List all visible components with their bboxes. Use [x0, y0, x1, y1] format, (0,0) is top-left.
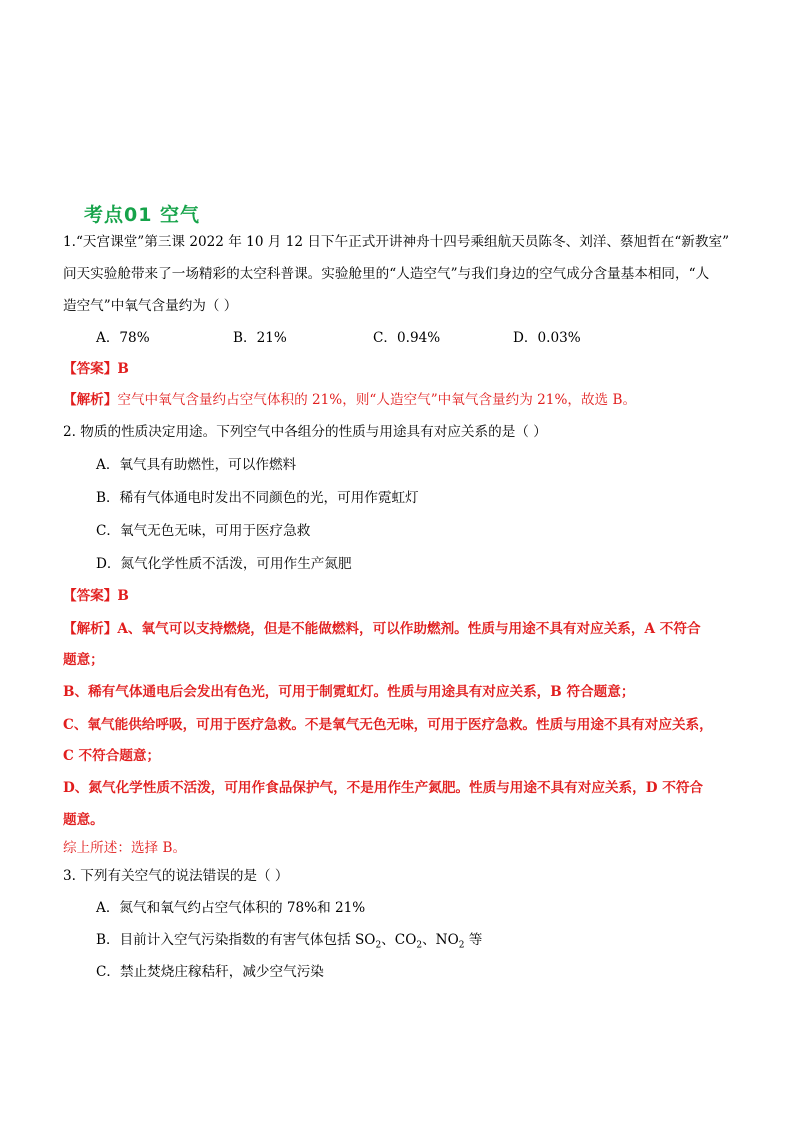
- q3-option-b-sub-1: 2: [375, 940, 382, 951]
- q1-analysis-text: 空气中氧气含量约占空气体积的 21%，则“人造空气”中氧气含量约为 21%，故选 B。: [117, 392, 637, 408]
- q1-option-b: B．21%: [233, 330, 287, 346]
- q2-answer-tag: 【答案】: [63, 588, 118, 604]
- q3-option-b-text-2: 、CO: [381, 932, 417, 948]
- q2-stem: 2. 物质的性质决定用途。下列空气中各组分的性质与用途具有对应关系的是（ ）: [63, 424, 547, 440]
- q2-analysis-line-7: 题意。: [63, 812, 104, 828]
- q2-summary: 综上所述：选择 B。: [63, 840, 187, 856]
- q2-analysis-text-1: A、氧气可以支持燃烧，但是不能做燃料，可以作助燃剂。性质与用途不具有对应关系，A 不符合: [117, 621, 701, 637]
- q2-analysis-line-2: 题意；: [63, 652, 104, 668]
- q2-answer: [63, 584, 129, 604]
- q3-option-b: [96, 928, 482, 951]
- q2-analysis-tag: 【解析】: [63, 621, 118, 637]
- section-title: 考点01 空气: [84, 204, 201, 226]
- q2-option-b: B．稀有气体通电时发出不同颜色的光，可用作霓虹灯: [96, 490, 419, 506]
- q3-option-b-text-1: B．目前计入空气污染指数的有害气体包括 SO: [96, 932, 376, 948]
- q1-option-d: D．0.03%: [513, 330, 581, 346]
- q2-analysis-line-1: [63, 617, 701, 637]
- q2-analysis-line-3: B、稀有气体通电后会发出有色光，可用于制霓虹灯。性质与用途具有对应关系，B 符合题意；: [63, 684, 635, 700]
- q3-option-a: A．氮气和氧气约占空气体积的 78%和 21%: [96, 900, 366, 916]
- q1-options: [96, 326, 581, 346]
- q1-answer-tag: 【答案】: [63, 361, 118, 377]
- q2-analysis-line-6: D、氮气化学性质不活泼，可用作食品保护气，不是用作生产氮肥。性质与用途不具有对应关系，D 不符合: [63, 780, 704, 796]
- q1-stem-line-1: 1.“天宫课堂”第三课 2022 年 10 月 12 日下午正式开讲神舟十四号乘组航天员陈冬、刘洋、蔡旭哲在“新教室”: [63, 234, 730, 250]
- q1-analysis: [63, 388, 636, 408]
- q3-option-b-text-3: 、NO: [422, 932, 459, 948]
- q2-analysis-line-5: C 不符合题意；: [63, 748, 161, 764]
- q3-stem: 3. 下列有关空气的说法错误的是（ ）: [63, 868, 289, 884]
- q1-answer: [63, 357, 129, 377]
- q3-option-b-sub-2: 2: [416, 940, 423, 951]
- q1-analysis-tag: 【解析】: [63, 392, 118, 408]
- q3-option-b-text-4: 等: [464, 932, 483, 948]
- q1-option-a: A．78%: [96, 330, 150, 346]
- q2-analysis-line-4: C、氧气能供给呼吸，可用于医疗急救。不是氧气无色无味，可用于医疗急救。性质与用途不具有对应关系，: [63, 717, 713, 733]
- q1-option-c: C．0.94%: [373, 330, 441, 346]
- q3-option-c: C．禁止焚烧庄稼秸秆，减少空气污染: [96, 964, 324, 980]
- q1-answer-value: B: [117, 361, 129, 377]
- q2-answer-value: B: [117, 588, 129, 604]
- q1-stem-line-2: 问天实验舱带来了一场精彩的太空科普课。实验舱里的“人造空气”与我们身边的空气成分含量基本相同，“人: [63, 266, 710, 282]
- q2-option-c: C．氧气无色无味，可用于医疗急救: [96, 523, 311, 539]
- q2-option-d: D．氮气化学性质不活泼，可用作生产氮肥: [96, 556, 352, 572]
- q2-option-a: A．氧气具有助燃性，可以作燃料: [96, 457, 297, 473]
- q3-option-b-sub-3: 2: [458, 940, 465, 951]
- q1-stem-line-3: 造空气”中氧气含量约为（ ）: [63, 298, 238, 314]
